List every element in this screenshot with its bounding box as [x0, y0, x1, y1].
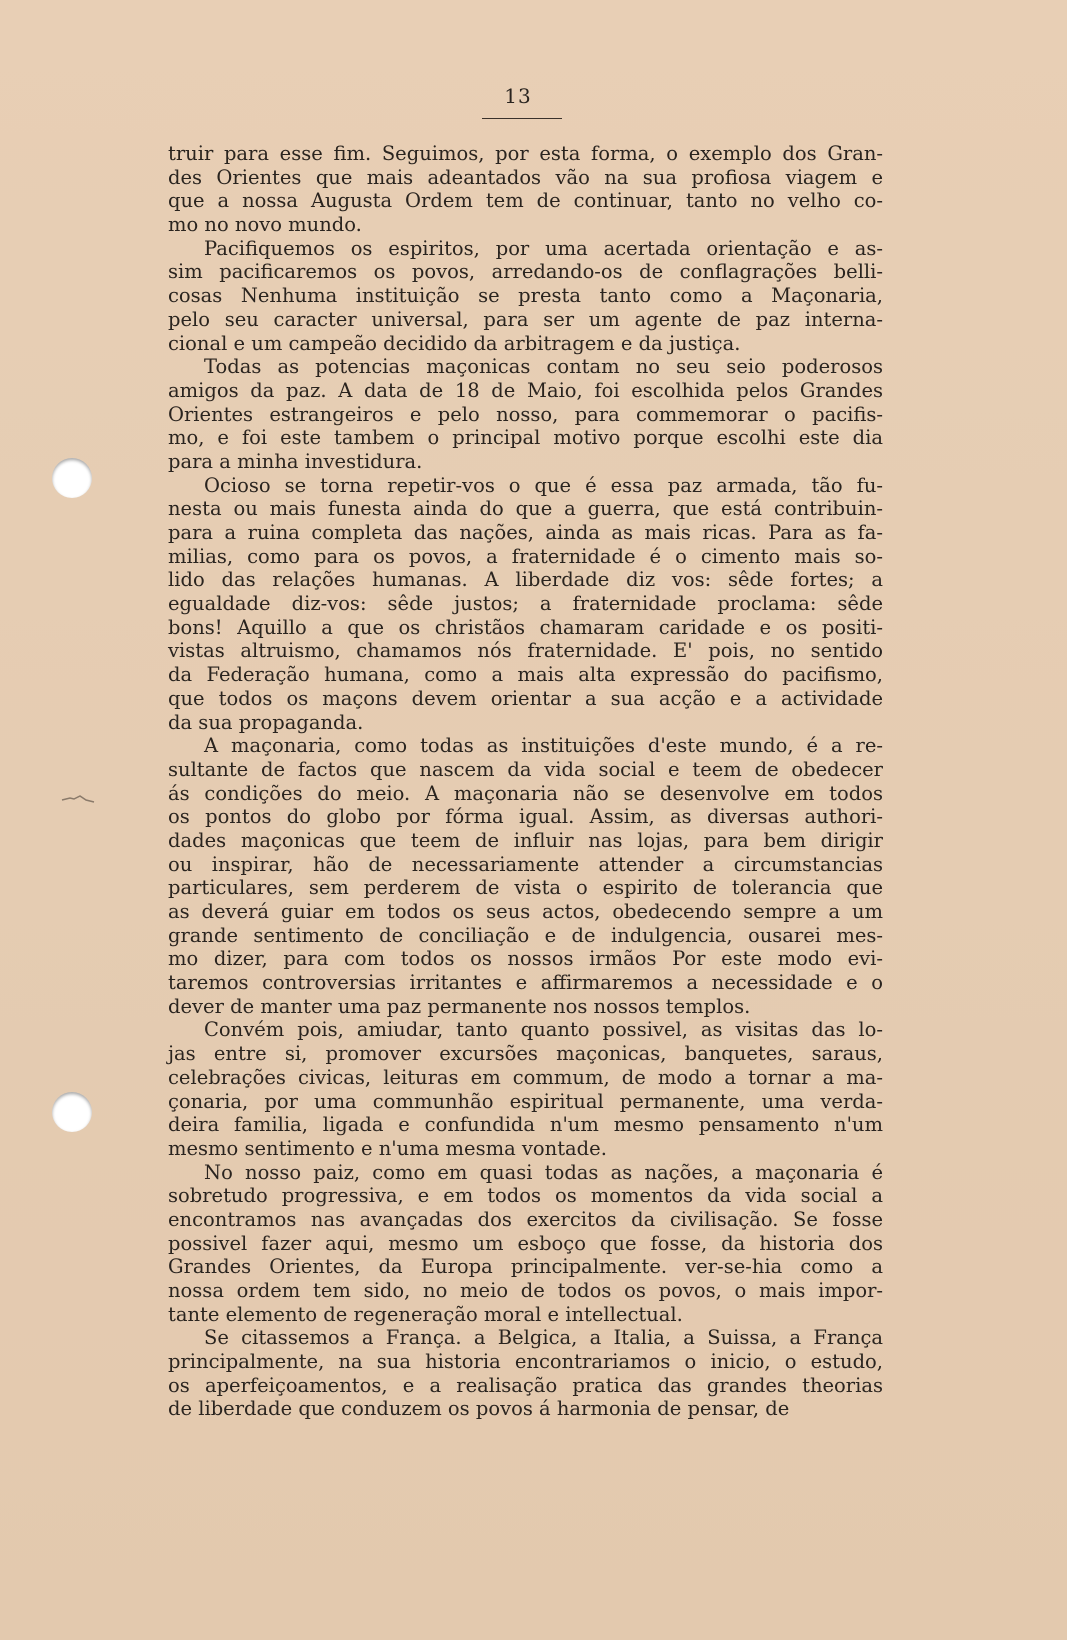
text-line: encontramos nas avançadas dos exercitos da civilisação. Se fosse — [168, 1207, 883, 1231]
text-line: Todas as potencias maçonicas contam no seu seio poderosos — [204, 355, 883, 379]
text-line: Grandes Orientes, da Europa principalmente. ver-se-hia como a — [168, 1255, 883, 1279]
text-line: cosas Nenhuma instituição se presta tanto como a Maçonaria, — [168, 284, 883, 308]
paragraph — [168, 237, 883, 355]
text-line: des Orientes que mais adeantados vão na sua profiosa viagem e — [168, 165, 883, 189]
text-line: mo, e foi este tambem o principal motivo porque escolhi este dia — [168, 426, 883, 450]
text-line: nossa ordem tem sido, no meio de todos os povos, o mais impor- — [168, 1279, 883, 1302]
text-line: pelo seu caracter universal, para ser um agente de paz interna- — [168, 307, 883, 331]
text-line: possivel fazer aqui, mesmo um esboço que fosse, da historia dos — [168, 1231, 883, 1255]
text-line: cional e um campeão decidido da arbitragem e da justiça. — [168, 331, 741, 355]
paragraph — [168, 1326, 883, 1421]
text-line: de liberdade que conduzem os povos á harmonia de pensar, de — [168, 1397, 790, 1421]
text-line: milias, como para os povos, a fraternidade é o cimento mais so- — [168, 544, 883, 568]
paragraph — [168, 474, 883, 735]
paragraph — [168, 1018, 883, 1160]
text-line: Se citassemos a França. a Belgica, a Italia, a Suissa, a França — [204, 1326, 883, 1350]
text-line: sultante de factos que nascem da vida social e teem de obedecer — [168, 757, 883, 781]
text-line: egualdade diz-vos: sêde justos; a fraternidade proclama: sêde — [168, 592, 883, 616]
text-line: tante elemento de regeneração moral e intellectual. — [168, 1302, 683, 1326]
text-line: celebrações civicas, leituras em commum, de modo a tornar a ma- — [168, 1065, 883, 1089]
text-line: taremos controversias irritantes e affirmaremos a necessidade e o — [168, 971, 883, 995]
header-rule — [482, 118, 562, 119]
text-line: deira familia, ligada e confundida n'um mesmo pensamento n'um — [168, 1113, 883, 1137]
text-line: os pontos do globo por fórma igual. Assim, as diversas authori- — [168, 805, 883, 829]
text-line: çonaria, por uma communhão espiritual permanente, uma verda- — [168, 1089, 883, 1113]
page-number: 13 — [504, 84, 532, 108]
text-line: particulares, sem perderem de vista o espirito de tolerancia que — [168, 876, 883, 900]
text-line: mo dizer, para com todos os nossos irmãos Por este modo evi- — [168, 947, 883, 971]
paragraph — [168, 1161, 883, 1327]
text-line: nesta ou mais funesta ainda do que a guerra, que está contribuin- — [168, 497, 883, 521]
margin-mark-icon — [60, 795, 96, 803]
text-line: dades maçonicas que teem de influir nas lojas, para bem dirigir — [168, 828, 883, 852]
text-line: vistas altruismo, chamamos nós fraternidade. E' pois, no sentido — [168, 639, 883, 663]
text-line: Convém pois, amiudar, tanto quanto possivel, as visitas das lo- — [204, 1018, 883, 1042]
text-line: ás condições do meio. A maçonaria não se desenvolve em todos — [168, 781, 883, 805]
text-line: sobretudo progressiva, e em todos os momentos da vida social a — [168, 1184, 883, 1208]
text-line: para a minha investidura. — [168, 449, 423, 473]
text-line: mo no novo mundo. — [168, 213, 362, 237]
text-line: Orientes estrangeiros e pelo nosso, para commemorar o pacifis- — [168, 402, 883, 426]
paragraph — [168, 142, 883, 237]
text-line: A maçonaria, como todas as instituições d'este mundo, é a re- — [204, 734, 883, 758]
binder-hole-top — [52, 458, 92, 498]
text-line: bons! Aquillo a que os christãos chamaram caridade e os positi- — [168, 615, 883, 639]
text-line: as deverá guiar em todos os seus actos, obedecendo sempre a um — [168, 900, 883, 923]
text-line: ou inspirar, hão de necessariamente attender a circumstancias — [168, 852, 883, 876]
text-line: lido das relações humanas. A liberdade diz vos: sêde fortes; a — [168, 568, 883, 592]
text-line: jas entre si, promover excursões maçonicas, banquetes, saraus, — [168, 1042, 883, 1066]
text-line: amigos da paz. A data de 18 de Maio, foi escolhida pelos Grandes — [168, 378, 883, 402]
text-line: que a nossa Augusta Ordem tem de continuar, tanto no velho co- — [168, 189, 883, 213]
text-line: Ocioso se torna repetir-vos o que é essa paz armada, tão fu- — [204, 473, 883, 497]
text-line: para a ruina completa das nações, ainda as mais ricas. Para as fa- — [168, 521, 883, 544]
body-text — [168, 142, 883, 1421]
text-line: grande sentimento de conciliação e de indulgencia, ousarei mes- — [168, 923, 883, 947]
text-line: No nosso paiz, como em quasi todas as nações, a maçonaria é — [204, 1160, 883, 1184]
text-line: principalmente, na sua historia encontrariamos o inicio, o estudo, — [168, 1350, 883, 1374]
text-line: Pacifiquemos os espiritos, por uma acertada orientação e as- — [204, 236, 883, 260]
text-line: mesmo sentimento e n'uma mesma vontade. — [168, 1136, 607, 1160]
text-line: os aperfeiçoamentos, e a realisação pratica das grandes theorias — [168, 1373, 883, 1397]
binder-hole-bottom — [52, 1092, 92, 1132]
text-line: sim pacificaremos os povos, arredando-os de conflagrações belli- — [168, 260, 883, 284]
paragraph — [168, 734, 883, 1018]
paragraph — [168, 355, 883, 473]
text-line: que todos os maçons devem orientar a sua acção e a actividade — [168, 686, 883, 710]
text-line: da sua propaganda. — [168, 710, 364, 734]
text-line: truir para esse fim. Seguimos, por esta forma, o exemplo dos Gran- — [168, 142, 883, 165]
text-line: dever de manter uma paz permanente nos nossos templos. — [168, 994, 751, 1018]
text-line: da Federação humana, como a mais alta expressão do pacifismo, — [168, 663, 883, 687]
